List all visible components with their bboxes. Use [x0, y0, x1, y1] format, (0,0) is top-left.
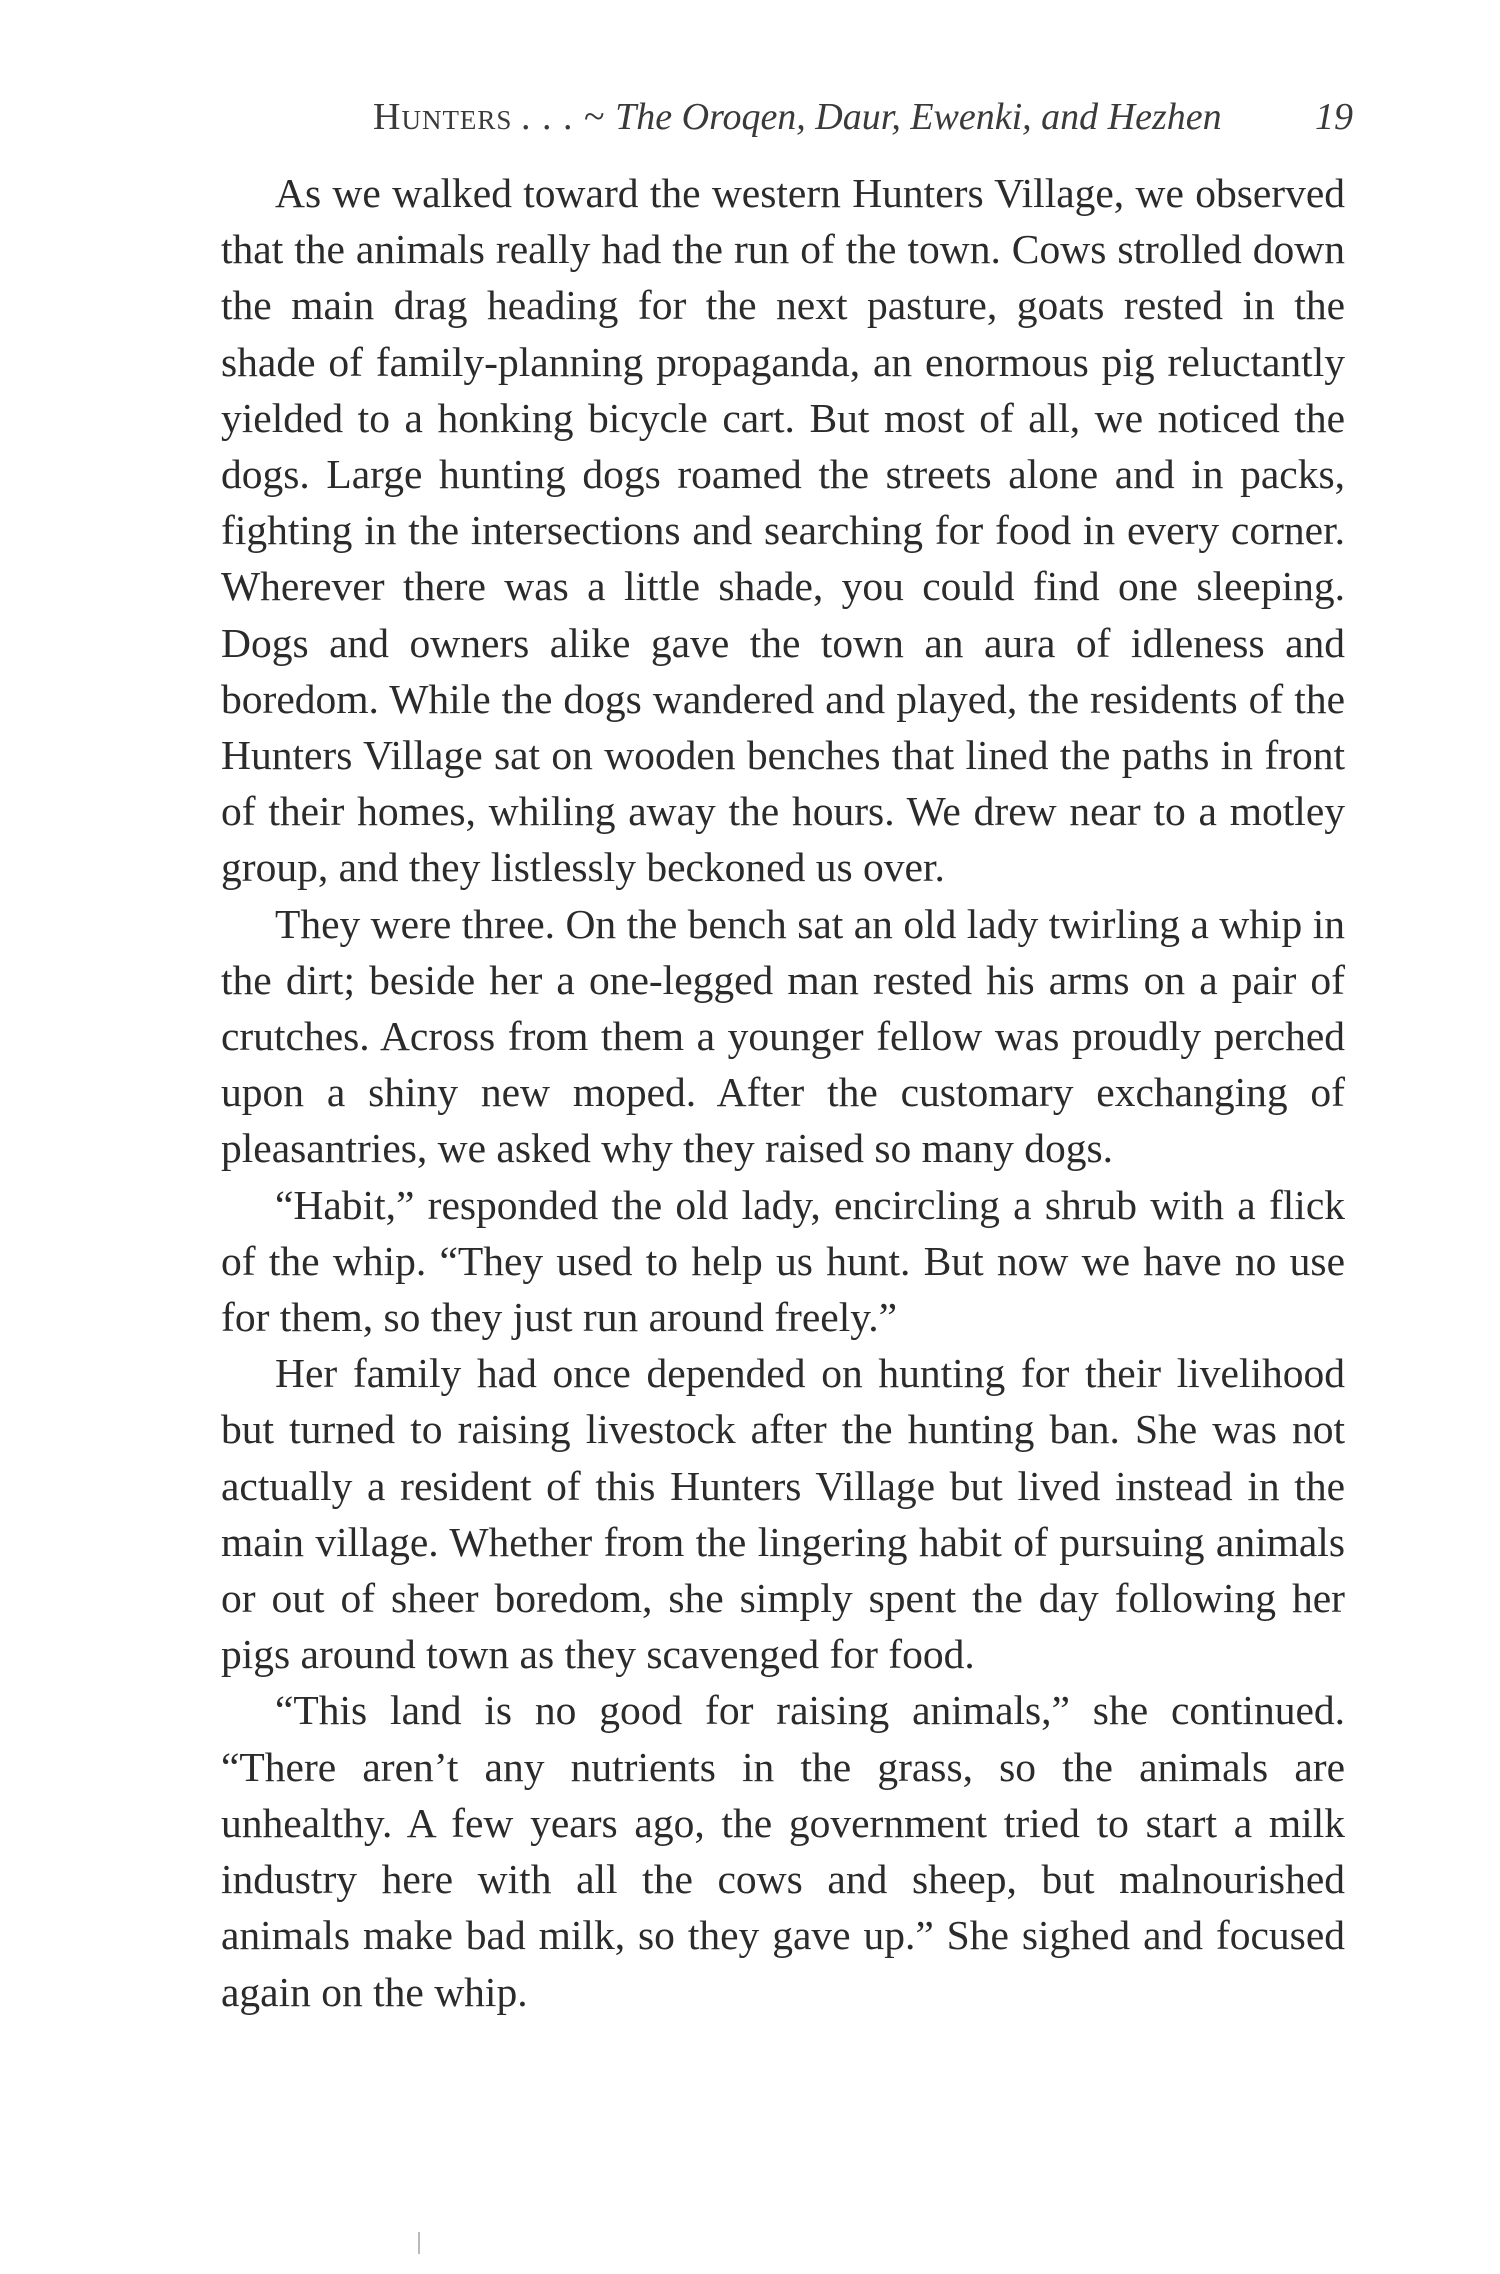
page-number: 19 — [1315, 96, 1353, 138]
paragraph-1: As we walked toward the western Hunters Village, we observed that the animals really had the run of the town. Cows strolled down the main drag heading for the next pasture, goats rested in the shade of family-planning propaganda, an enormous pig reluctantly yielded to a honking bicycle cart. But most of all, we noticed the dogs. Large hunting dogs roamed the streets alone and in packs, fighting in the intersections and searching for food in every corner. Wherever there was a little shade, you could find one sleeping. Dogs and owners alike gave the town an aura of idleness and boredom. While the dogs wandered and played, the residents of the Hunters Village sat on wooden benches that lined the paths in front of their homes, whiling away the hours. We drew near to a motley group, and they listlessly beckoned us over. — [221, 170, 1345, 891]
body-text — [221, 165, 1345, 2020]
running-head — [373, 92, 1353, 142]
paragraph-5: “This land is no good for raising animals,” she continued. “There aren’t any nutrients in the grass, so the animals are unhealthy. A few years ago, the government tried to start a milk industry here with all the cows and sheep, but malnourished animals make bad milk, so they gave up.” She sighed and focused again on the whip. — [221, 1687, 1345, 2015]
paragraph-4: Her family had once depended on hunting for their livelihood but turned to raising livestock after the hunting ban. She was not actually a resident of this Hunters Village but lived instead in the main village. Whether from the lingering habit of pursuing animals or out of sheer boredom, she simply spent the day following her pigs around town as they scavenged for food. — [221, 1350, 1345, 1678]
scan-artifact-mark — [418, 2232, 420, 2254]
paragraph-2: They were three. On the bench sat an old lady twirling a whip in the dirt; beside her a one-legged man rested his arms on a pair of crutches. Across from them a younger fellow was proudly perched upon a shiny new moped. After the customary exchanging of pleasantries, we asked why they raised so many dogs. — [221, 900, 1345, 1172]
running-head-section: Hunters . . . ~ — [373, 96, 606, 138]
paragraph-3: “Habit,” responded the old lady, encircling a shrub with a flick of the whip. “They used to help us hunt. But now we have no use for them, so they just run around freely.” — [221, 1181, 1345, 1341]
running-head-title: The Oroqen, Daur, Ewenki, and Hezhen — [615, 96, 1222, 138]
